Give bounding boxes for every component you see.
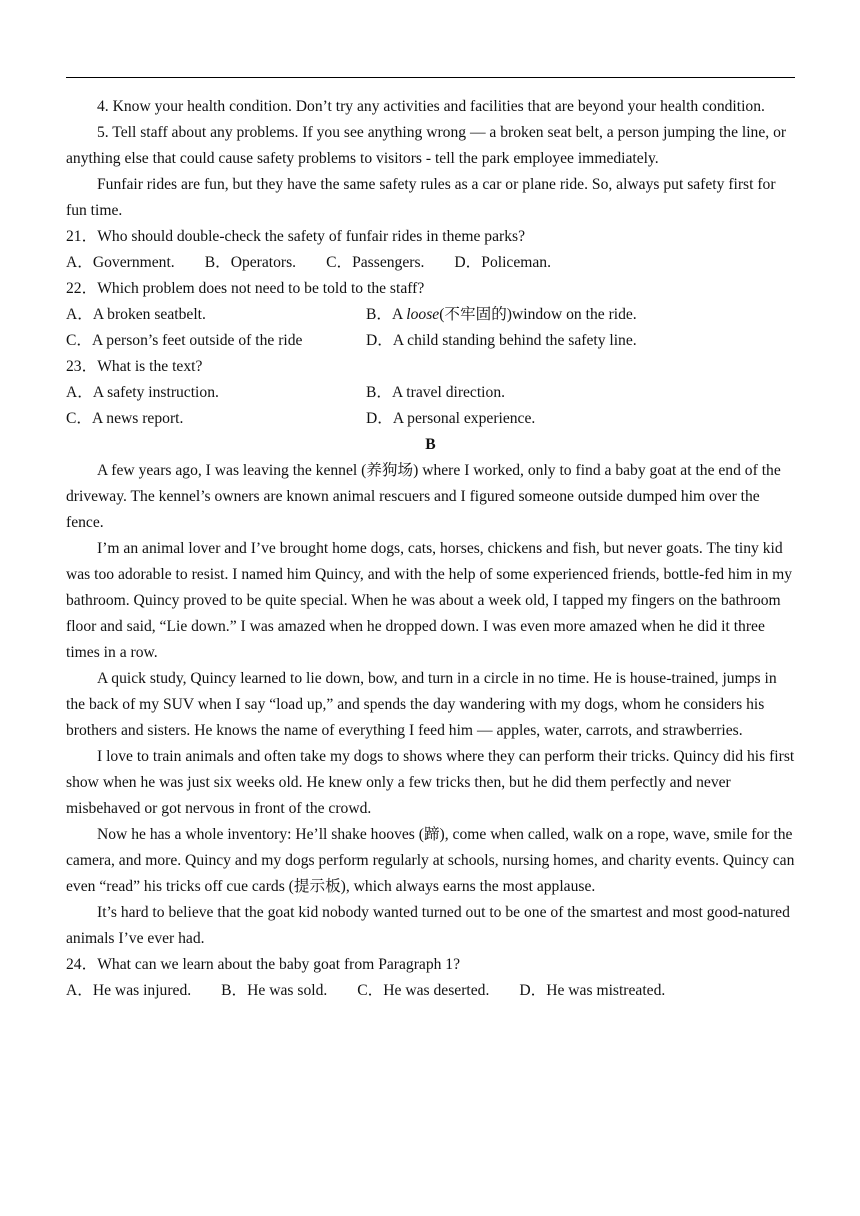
option-b-prefix: B．A xyxy=(366,306,407,323)
tip-5: 5. Tell staff about any problems. If you see anything wrong — a broken seat belt, a person jumping the line, or anything else that could cause safety problems to visitors - tell the park employee immediately. xyxy=(66,124,787,167)
passage-paragraph-6: It’s hard to believe that the goat kid nobody wanted turned out to be one of the smartest and most good-natured animals I’ve ever had. xyxy=(66,904,790,947)
question-22-options-row-2 xyxy=(66,328,795,354)
closing-paragraph: Funfair rides are fun, but they have the same safety rules as a car or plane ride. So, always put safety first for fun time. xyxy=(66,176,776,219)
option-c: C．Passengers. xyxy=(326,254,425,271)
question-24: 24．What can we learn about the baby goat from Paragraph 1? xyxy=(66,956,461,973)
question-22-options-row-1 xyxy=(66,302,795,328)
option-d: D．He was mistreated. xyxy=(519,982,666,999)
question-21: 21．Who should double-check the safety of funfair rides in theme parks? xyxy=(66,228,526,245)
option-c: C．A person’s feet outside of the ride xyxy=(66,332,303,349)
tip-4: 4. Know your health condition. Don’t try any activities and facilities that are beyond your health condition. xyxy=(97,98,765,115)
passage-paragraph-4: I love to train animals and often take my dogs to shows where they can perform their tricks. Quincy did his first show when he was just six weeks old. He knew only a few tricks then, but he did them perfectly and never misbehaved or got nervous in front of the crowd. xyxy=(66,748,795,817)
question-23-options-row-2 xyxy=(66,406,795,432)
passage-paragraph-5: Now he has a whole inventory: He’ll shake hooves (蹄), come when called, walk on a rope, wave, smile for the camera, and more. Quincy and my dogs perform regularly at schools, nursing homes, and charity events. Quincy can even “read” his tricks off cue cards (提示板), which always earns the most applause. xyxy=(66,826,795,895)
document-body xyxy=(66,94,795,1004)
option-b-suffix: (不牢固的)window on the ride. xyxy=(439,306,637,323)
option-b xyxy=(366,302,666,328)
passage-paragraph-1: A few years ago, I was leaving the kennel (养狗场) where I worked, only to find a baby goat at the end of the driveway. The kennel’s owners are known animal rescuers and I figured someone outside dumped him over the fence. xyxy=(66,462,781,531)
option-a: A．He was injured. xyxy=(66,982,192,999)
question-24-options xyxy=(66,978,795,1004)
passage-paragraph-2: I’m an animal lover and I’ve brought home dogs, cats, horses, chickens and fish, but never goats. The tiny kid was too adorable to resist. I named him Quincy, and with the help of some experienced friends, bottle-fed him in my bathroom. Quincy proved to be quite special. When he was about a week old, I tapped my fingers on the bathroom floor and said, “Lie down.” I was amazed when he dropped down. I was even more amazed when he did it three times in a row. xyxy=(66,540,793,661)
option-d: D．Policeman. xyxy=(454,254,551,271)
question-22: 22．Which problem does not need to be told to the staff? xyxy=(66,280,425,297)
section-heading: B xyxy=(425,436,436,453)
question-23-options-row-1 xyxy=(66,380,795,406)
option-c: C．He was deserted. xyxy=(357,982,490,999)
option-a: A．A broken seatbelt. xyxy=(66,306,206,323)
header-rule xyxy=(66,77,795,78)
option-d: D．A child standing behind the safety line. xyxy=(366,332,637,349)
option-b: B．He was sold. xyxy=(221,982,328,999)
option-a: A．A safety instruction. xyxy=(66,384,219,401)
option-b: B．A travel direction. xyxy=(366,384,506,401)
option-d: D．A personal experience. xyxy=(366,410,536,427)
option-b-italic-word: loose xyxy=(406,306,440,323)
option-b: B．Operators. xyxy=(204,254,297,271)
question-21-options xyxy=(66,250,795,276)
option-c: C．A news report. xyxy=(66,410,184,427)
option-a: A．Government. xyxy=(66,254,175,271)
passage-paragraph-3: A quick study, Quincy learned to lie down, bow, and turn in a circle in no time. He is house-trained, jumps in the back of my SUV when I say “load up,” and spends the day wandering with my dogs, whom he considers his brothers and sisters. He knows the name of everything I feed him — apples, water, carrots, and strawberries. xyxy=(66,670,777,739)
question-23: 23．What is the text? xyxy=(66,358,203,375)
